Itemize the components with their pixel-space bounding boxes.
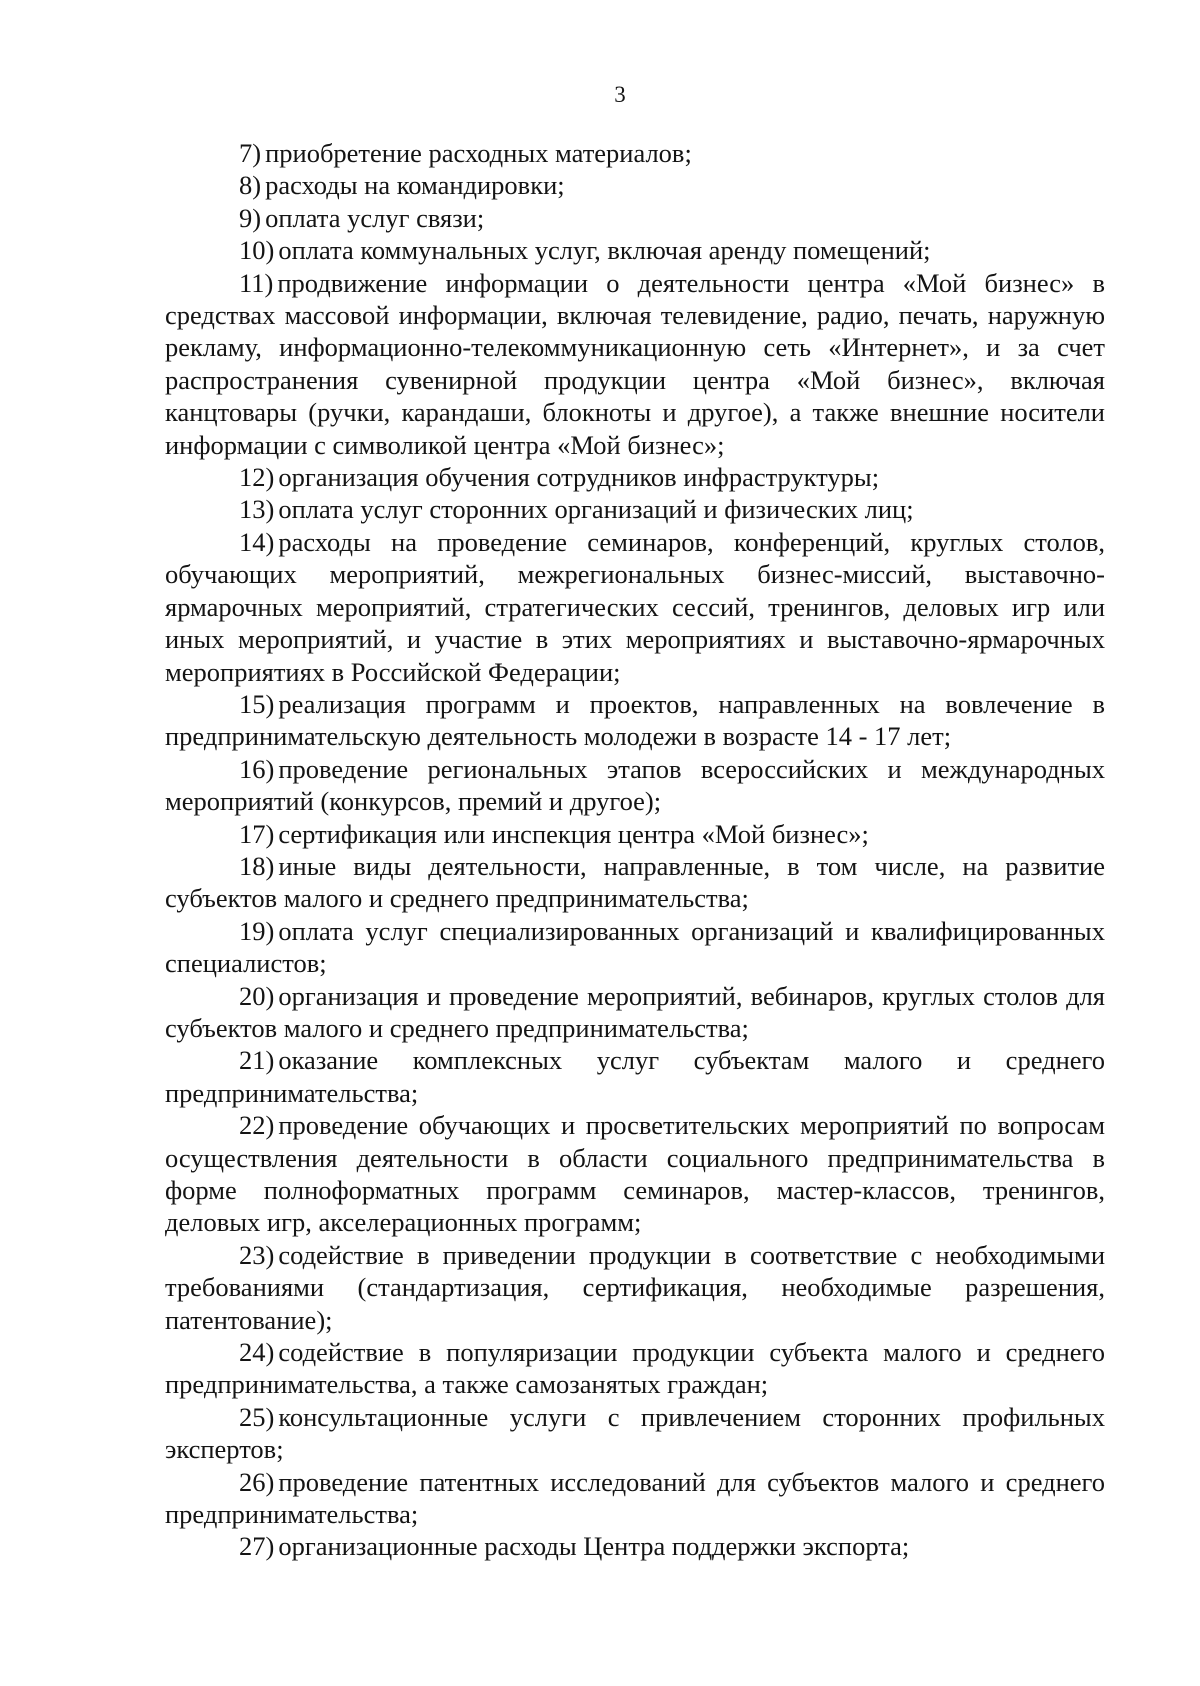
list-item-number: 19): [239, 915, 275, 946]
list-item: [165, 818, 1105, 850]
list-item-text: проведение патентных исследований для субъектов малого и среднего предпринимательства;: [165, 1466, 1105, 1530]
list-item: [165, 1466, 1105, 1531]
list-item-text: оплата услуг связи;: [265, 202, 485, 233]
list-item: [165, 753, 1105, 818]
list-item-text: организационные расходы Центра поддержки экспорта;: [278, 1531, 910, 1562]
list-item: [165, 526, 1105, 688]
list-item: [165, 1530, 1105, 1562]
list-item: [165, 493, 1105, 525]
list-item: [165, 1239, 1105, 1336]
list-item-text: консультационные услуги с привлечением сторонних профильных экспертов;: [165, 1401, 1105, 1465]
list-item-number: 10): [239, 235, 275, 266]
list-item-text: содействие в приведении продукции в соответствие с необходимыми требованиями (стандартизация, сертификация, необходимые разрешения, патентование);: [165, 1239, 1105, 1335]
list-item-number: 27): [239, 1531, 275, 1562]
list-item: [165, 137, 1105, 169]
list-item-text: сертификация или инспекция центра «Мой бизнес»;: [278, 818, 869, 849]
list-item-number: 13): [239, 494, 275, 525]
list-item-number: 9): [239, 202, 262, 233]
list-item-number: 20): [239, 980, 275, 1011]
list-item-text: организация и проведение мероприятий, вебинаров, круглых столов для субъектов малого и среднего предпринимательства;: [165, 980, 1105, 1043]
list-item-number: 11): [239, 267, 274, 298]
list-item: [165, 1044, 1105, 1109]
list-item-number: 16): [239, 753, 275, 784]
list-item-text: проведение обучающих и просветительских мероприятий по вопросам осуществления деятельности в области социального предпринимательства в форме полноформатных программ семинаров, мастер-классов, тренингов, деловых игр, акселерационных программ;: [165, 1110, 1105, 1238]
list-item: [165, 850, 1105, 915]
list-item-text: оплата услуг специализированных организаций и квалифицированных специалистов;: [165, 915, 1105, 979]
list-item-number: 15): [239, 688, 275, 719]
list-item-number: 23): [239, 1239, 275, 1270]
list-item-number: 7): [239, 138, 262, 168]
list-item-text: организация обучения сотрудников инфраструктуры;: [278, 462, 880, 493]
list-item-text: приобретение расходных материалов;: [265, 138, 692, 168]
list-item-text: иные виды деятельности, направленные, в том числе, на развитие субъектов малого и среднего предпринимательства;: [165, 850, 1105, 914]
list-item-text: реализация программ и проектов, направленных на вовлечение в предпринимательскую деятельность молодежи в возрасте 14 - 17 лет;: [165, 688, 1105, 752]
list-item-text: содействие в популяризации продукции субъекта малого и среднего предпринимательства, а также самозанятых граждан;: [165, 1337, 1105, 1400]
list-item-text: проведение региональных этапов всероссийских и международных мероприятий (конкурсов, премий и другое);: [165, 753, 1105, 817]
list-item-number: 22): [239, 1110, 275, 1141]
list-item-number: 8): [239, 170, 262, 201]
page-number: 3: [614, 82, 626, 107]
list-item: [165, 1401, 1105, 1466]
list-item-text: расходы на командировки;: [265, 170, 565, 201]
list-item-text: оказание комплексных услуг субъектам малого и среднего предпринимательства;: [165, 1045, 1105, 1108]
list-item: [165, 915, 1105, 980]
list-item-number: 17): [239, 818, 275, 849]
list-item: [165, 461, 1105, 493]
list-item-text: продвижение информации о деятельности центра «Мой бизнес» в средствах массовой информации, включая телевидение, радио, печать, наружную рекламу, информационно-телекоммуникационную сеть «Интернет», и за счет распространения сувенирной продукции центра «Мой бизнес», включая канцтовары (ручки, карандаши, блокноты и другое), а также внешние носители информации с символикой центра «Мой бизнес»;: [165, 267, 1105, 460]
list-item-number: 14): [239, 526, 275, 557]
list-item: [165, 1336, 1105, 1401]
list-item: [165, 688, 1105, 753]
list-item-number: 26): [239, 1466, 275, 1497]
list-of-expenses: [165, 137, 1105, 1563]
list-item: [165, 202, 1105, 234]
list-item: [165, 980, 1105, 1045]
list-item-text: оплата услуг сторонних организаций и физических лиц;: [278, 494, 914, 525]
list-item-number: 25): [239, 1401, 275, 1432]
list-item-number: 21): [239, 1045, 275, 1076]
list-item: [165, 267, 1105, 461]
list-item-text: расходы на проведение семинаров, конференций, круглых столов, обучающих мероприятий, межрегиональных бизнес-миссий, выставочно-ярмарочных мероприятий, стратегических сессий, тренингов, деловых игр или иных мероприятий, и участие в этих мероприятиях и выставочно-ярмарочных мероприятиях в Российской Федерации;: [165, 526, 1105, 687]
list-item: [165, 1109, 1105, 1239]
list-item-number: 12): [239, 462, 275, 493]
list-item-number: 18): [239, 850, 275, 881]
list-item-number: 24): [239, 1337, 275, 1368]
list-item-text: оплата коммунальных услуг, включая аренду помещений;: [278, 235, 931, 266]
list-item: [165, 234, 1105, 266]
list-item: [165, 169, 1105, 201]
